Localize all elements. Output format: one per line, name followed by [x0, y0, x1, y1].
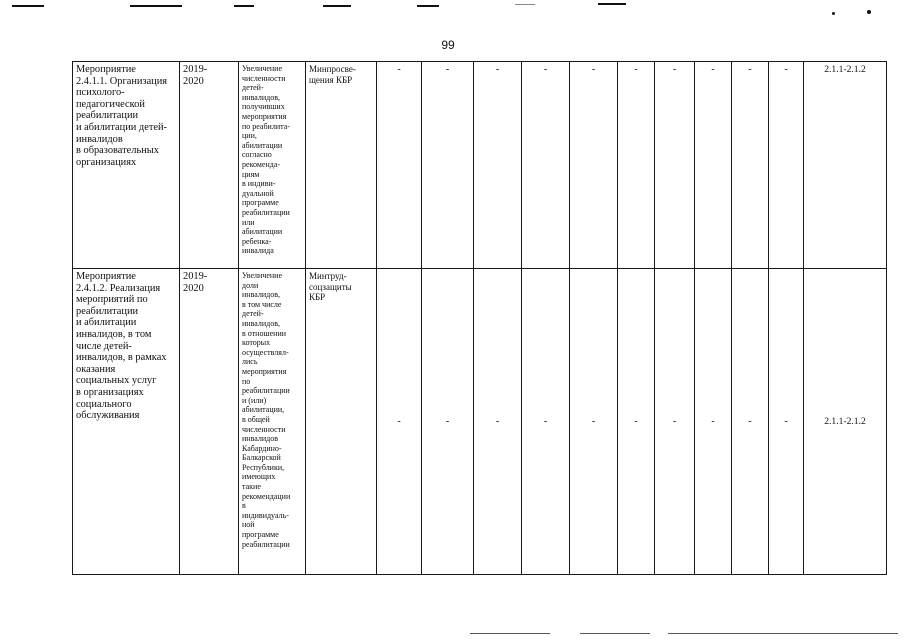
executor-cell	[306, 269, 377, 575]
scan-artifact-top-5	[417, 5, 439, 7]
value-cell: -	[655, 269, 695, 575]
executor-text: Минпросве- щения КБР	[309, 64, 356, 85]
value-cell: -	[474, 62, 522, 269]
value-cell: -	[522, 62, 570, 269]
value-cell: -	[769, 269, 804, 575]
table-row	[73, 269, 887, 575]
value-cell: -	[732, 62, 769, 269]
page-number: 99	[441, 38, 455, 52]
event-cell	[73, 269, 180, 575]
target-indicator-link-cell: 2.1.1-2.1.2	[804, 269, 887, 575]
scan-artifact-top-4	[323, 5, 351, 7]
event-text: Мероприятие 2.4.1.1. Организация психолого- педагогической реабилитации и абилитации детей- инвалидов в образовательных организациях	[76, 64, 168, 168]
scan-artifact-bottom-3	[668, 633, 898, 634]
period-text: 2019- 2020	[183, 64, 208, 87]
scan-artifact-bottom-1	[470, 633, 550, 634]
executor-text: Минтруд- соцзащиты КБР	[309, 271, 352, 303]
indicator-text: Увеличение доли инвалидов, в том числе детей- инвалидов, в отношении которых осуществлял- лись мероприятия по реабилитации и (или) абилитации, в общей численности инвалидов Кабардино- Балкарской Республики, имеющих такие рекомендации в индивидуаль- ной программе реабилитации	[242, 271, 291, 549]
scan-artifact-top-3	[234, 5, 254, 7]
scan-artifact-bottom-2	[580, 633, 650, 634]
scan-artifact-top-1	[12, 5, 44, 7]
value-cell: -	[422, 62, 474, 269]
event-cell	[73, 62, 180, 269]
indicator-cell	[239, 269, 306, 575]
period-cell	[180, 269, 239, 575]
value-cell: -	[618, 269, 655, 575]
executor-cell	[306, 62, 377, 269]
value-cell: -	[570, 269, 618, 575]
value-cell: -	[570, 62, 618, 269]
value-cell: -	[655, 62, 695, 269]
indicator-cell	[239, 62, 306, 269]
target-indicator-link-cell: 2.1.1-2.1.2	[804, 62, 887, 269]
value-cell: -	[522, 269, 570, 575]
indicator-text: Увеличение численности детей- инвалидов, получивших мероприятия по реабилита- ции, абилитации согласно рекоменда- циям в индиви- дуальной программе реабилитации или абилитации ребенка- инвалида	[242, 64, 290, 256]
scan-artifact-top-6	[515, 4, 535, 5]
value-cell: -	[422, 269, 474, 575]
table-row	[73, 62, 887, 269]
scan-artifact-dot-1	[832, 12, 835, 15]
period-text: 2019- 2020	[183, 271, 208, 294]
scan-artifact-top-2	[130, 5, 182, 7]
value-cell: -	[377, 269, 422, 575]
period-cell	[180, 62, 239, 269]
value-cell: -	[377, 62, 422, 269]
value-cell: -	[695, 62, 732, 269]
event-text: Мероприятие 2.4.1.2. Реализация мероприятий по реабилитации и абилитации инвалидов, в том числе детей- инвалидов, в рамках оказания социальных услуг в организациях социального обслуживания	[76, 271, 167, 422]
value-cell: -	[695, 269, 732, 575]
value-cell: -	[618, 62, 655, 269]
scan-artifact-dot-2	[867, 10, 871, 14]
program-activities-table	[72, 61, 887, 575]
value-cell: -	[732, 269, 769, 575]
scan-artifact-top-7	[598, 3, 626, 5]
value-cell: -	[769, 62, 804, 269]
value-cell: -	[474, 269, 522, 575]
